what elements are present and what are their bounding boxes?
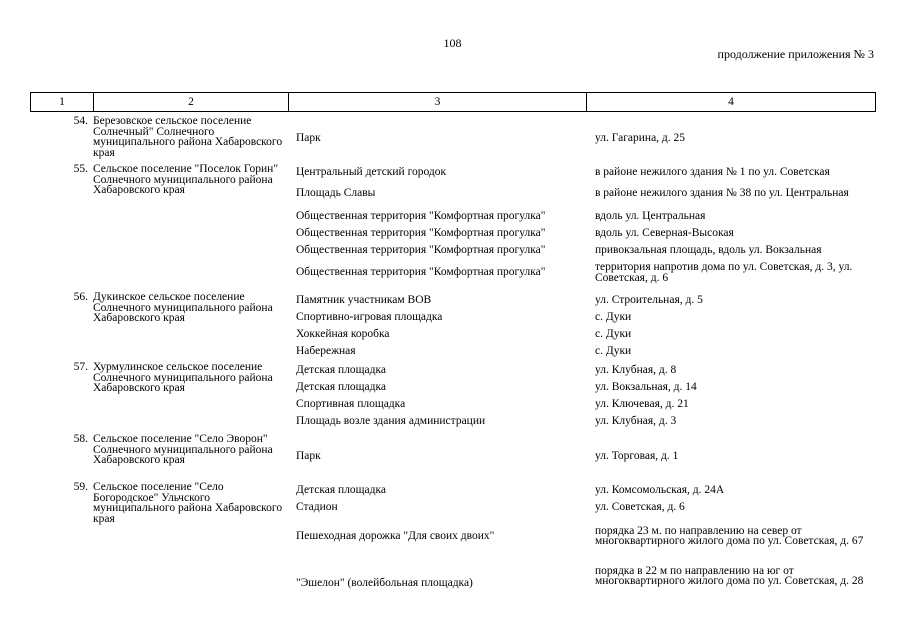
table-row: [288, 259, 876, 286]
table-row: [288, 242, 876, 259]
object-address: ул. Комсомольская, д. 24А: [595, 484, 725, 497]
table-header: [30, 92, 876, 112]
table-group: [30, 482, 876, 596]
table-row: [288, 207, 876, 225]
table-row: [288, 309, 876, 326]
table-group: [30, 292, 876, 360]
object-name: Общественная территория "Комфортная прогулка": [296, 209, 546, 222]
continuation-note: продолжение приложения № 3: [717, 47, 874, 61]
object-address: с. Дуки: [595, 311, 632, 324]
table-row: [288, 326, 876, 343]
object-address: порядка в 22 м по направлению на юг от многоквартирного жилого дома по ул. Советская, д. 28: [595, 564, 864, 587]
group-number: 56.: [73, 291, 88, 303]
object-name: Общественная территория "Комфортная прогулка": [296, 244, 546, 257]
object-name: Площадь Славы: [296, 187, 376, 200]
table-row: [288, 164, 876, 180]
object-address: порядка 23 м. по направлению на север от многоквартирного жилого дома по ул. Советская, д. 67: [595, 524, 864, 547]
table-body: [30, 116, 876, 596]
table-row: [288, 292, 876, 309]
table-group: [30, 362, 876, 430]
table-row: [288, 516, 876, 556]
object-name: Детская площадка: [296, 364, 387, 377]
table-row: [288, 434, 876, 478]
object-name: Стадион: [296, 501, 338, 514]
object-name: Пешеходная дорожка "Для своих двоих": [296, 529, 495, 542]
object-address: с. Дуки: [595, 328, 632, 341]
group-number: 54.: [73, 115, 88, 127]
object-address: ул. Гагарина, д. 25: [595, 131, 686, 144]
object-name: Детская площадка: [296, 381, 387, 394]
table-group: [30, 164, 876, 286]
object-name: Набережная: [296, 345, 356, 358]
header-col-1: 1: [31, 93, 94, 112]
object-address: ул. Торговая, д. 1: [595, 449, 679, 462]
table-group: [30, 434, 876, 478]
table-row: [288, 499, 876, 516]
page-number: 108: [443, 36, 462, 50]
object-address: вдоль ул. Центральная: [595, 209, 706, 222]
object-name: Детская площадка: [296, 484, 387, 497]
object-name: Спортивная площадка: [296, 398, 406, 411]
object-name: Парк: [296, 131, 321, 144]
object-name: Хоккейная коробка: [296, 328, 390, 341]
group-number: 57.: [73, 361, 88, 373]
header-col-4: 4: [587, 93, 876, 112]
settlement-name: Хурмулинское сельское поселение Солнечного муниципального района Хабаровского края: [93, 361, 273, 394]
table-row: [288, 413, 876, 430]
header-col-2: 2: [94, 93, 289, 112]
object-address: привокзальная площадь, вдоль ул. Вокзальная: [595, 244, 822, 257]
object-address: территория напротив дома по ул. Советская, д. 3, ул. Советская, д. 6: [595, 261, 853, 284]
settlement-name: Сельское поселение "Село Эворон" Солнечного муниципального района Хабаровского края: [93, 433, 273, 466]
table-row: [288, 556, 876, 596]
group-number: 55.: [73, 163, 88, 175]
group-number: 59.: [73, 481, 88, 493]
object-address: ул. Вокзальная, д. 14: [595, 381, 697, 394]
object-address: ул. Клубная, д. 8: [595, 364, 677, 377]
object-name: Спортивно-игровая площадка: [296, 311, 443, 324]
table-row: [288, 396, 876, 413]
settlement-name: Сельское поселение "Поселок Горин" Солнечного муниципального района Хабаровского края: [93, 163, 279, 196]
object-address: в районе нежилого здания № 1 по ул. Советская: [595, 165, 830, 178]
table-row: [288, 116, 876, 160]
table-row: [288, 225, 876, 242]
object-address: с. Дуки: [595, 345, 632, 358]
object-address: в районе нежилого здания № 38 по ул. Центральная: [595, 187, 849, 200]
object-name: Общественная территория "Комфортная прогулка": [296, 266, 546, 279]
table-row: [288, 362, 876, 379]
table-row: [288, 482, 876, 499]
object-address: ул. Советская, д. 6: [595, 501, 685, 514]
object-address: вдоль ул. Северная-Высокая: [595, 227, 734, 240]
table-row: [288, 343, 876, 360]
object-name: Общественная территория "Комфортная прогулка": [296, 227, 546, 240]
object-name: Центральный детский городок: [296, 165, 447, 178]
object-address: ул. Строительная, д. 5: [595, 294, 703, 307]
settlement-name: Дукинское сельское поселение Солнечного муниципального района Хабаровского края: [93, 291, 273, 324]
object-name: "Эшелон" (волейбольная площадка): [296, 576, 473, 589]
object-address: ул. Ключевая, д. 21: [595, 398, 689, 411]
settlement-name: Сельское поселение "Село Богородское" Ульчского муниципального района Хабаровского края: [93, 481, 283, 525]
object-name: Памятник участникам ВОВ: [296, 294, 432, 307]
object-name: Площадь возле здания администрации: [296, 415, 486, 428]
settlement-name: Березовское сельское поселение Солнечный" Солнечного муниципального района Хабаровского края: [93, 115, 283, 159]
group-number: 58.: [73, 433, 88, 445]
object-name: Парк: [296, 449, 321, 462]
header-col-3: 3: [289, 93, 587, 112]
object-address: ул. Клубная, д. 3: [595, 415, 677, 428]
table-row: [288, 180, 876, 207]
table-row: [288, 379, 876, 396]
table-group: [30, 116, 876, 160]
